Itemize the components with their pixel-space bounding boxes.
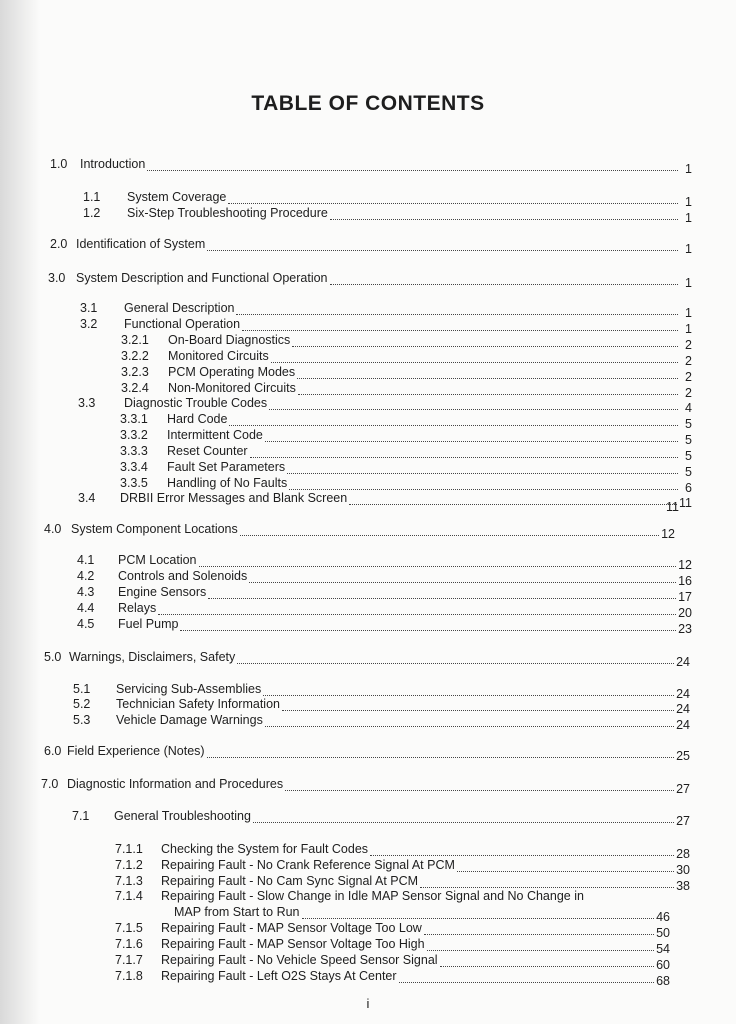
toc-section-number: 4.4 xyxy=(77,601,95,615)
toc-section-title: Field Experience (Notes) xyxy=(67,744,205,758)
toc-section-title: Repairing Fault - No Vehicle Speed Sensor Signal xyxy=(161,953,438,967)
toc-page-number: 5 xyxy=(685,449,692,463)
toc-section-number: 5.0 xyxy=(44,650,62,664)
toc-section-title: Reset Counter xyxy=(167,444,248,458)
toc-section-title: Intermittent Code xyxy=(167,428,263,442)
toc-leader-dots xyxy=(228,192,678,204)
toc-leader-dots xyxy=(158,603,676,615)
toc-leader-dots xyxy=(298,383,678,395)
toc-page-number: 12 xyxy=(661,527,675,541)
toc-leader-dots xyxy=(207,239,678,251)
toc-section-number: 3.1 xyxy=(80,301,98,315)
toc-section-number: 4.0 xyxy=(44,522,62,536)
toc-leader-dots xyxy=(236,303,678,315)
toc-section-number: 3.3.3 xyxy=(120,444,148,458)
toc-section-number: 5.3 xyxy=(73,713,91,727)
toc-page-number: 6 xyxy=(685,481,692,495)
toc-entry[interactable] xyxy=(121,349,692,368)
toc-page-number: 5 xyxy=(685,417,692,431)
toc-section-title: System Component Locations xyxy=(71,522,238,536)
toc-entry[interactable] xyxy=(121,381,692,400)
toc-section-title: Handling of No Faults xyxy=(167,476,288,490)
toc-entry[interactable] xyxy=(121,365,692,384)
toc-section-number: 3.3.2 xyxy=(120,428,148,442)
toc-page-number: 11 xyxy=(679,496,692,510)
toc-section-number: 5.2 xyxy=(73,697,91,711)
toc-entry[interactable] xyxy=(77,601,692,620)
toc-leader-dots xyxy=(302,907,655,919)
toc-section-title: System Description and Functional Operation xyxy=(76,271,328,285)
toc-leader-dots xyxy=(349,493,677,505)
toc-entry[interactable] xyxy=(44,744,690,763)
toc-section-number: 4.2 xyxy=(77,569,95,583)
toc-page-number: 24 xyxy=(676,718,690,732)
toc-section-title: System Coverage xyxy=(127,190,227,204)
toc-section-title: On-Board Diagnostics xyxy=(168,333,291,347)
toc-page-number: 11 xyxy=(666,500,679,514)
toc-section-number: 4.3 xyxy=(77,585,95,599)
toc-page-number: 30 xyxy=(676,863,690,877)
toc-leader-dots xyxy=(330,208,678,220)
toc-page-number: 46 xyxy=(656,910,670,924)
toc-leader-dots xyxy=(180,619,676,631)
toc-leader-dots xyxy=(427,939,655,951)
toc-section-title: Engine Sensors xyxy=(118,585,207,599)
toc-page-number: 17 xyxy=(678,590,692,604)
toc-page-number: 16 xyxy=(678,574,692,588)
toc-leader-dots xyxy=(208,587,676,599)
toc-entry[interactable] xyxy=(115,969,670,988)
toc-leader-dots xyxy=(263,684,674,696)
toc-entry[interactable] xyxy=(77,553,692,572)
toc-section-number: 1.0 xyxy=(50,157,68,171)
toc-entry[interactable] xyxy=(121,333,692,352)
toc-section-number: 7.1.5 xyxy=(115,921,143,935)
toc-entry[interactable] xyxy=(50,237,692,256)
toc-leader-dots xyxy=(265,715,674,727)
toc-section-number: 3.2.1 xyxy=(121,333,149,347)
toc-section-title: Repairing Fault - No Crank Reference Signal At PCM xyxy=(161,858,455,872)
toc-page-number: 1 xyxy=(685,195,692,209)
toc-page-number: 50 xyxy=(656,926,670,940)
toc-entry[interactable] xyxy=(41,777,690,796)
toc-entry[interactable] xyxy=(115,937,670,956)
toc-leader-dots xyxy=(292,335,678,347)
toc-section-title: Repairing Fault - No Cam Sync Signal At PCM xyxy=(161,874,419,888)
toc-entry[interactable] xyxy=(115,858,690,877)
toc-leader-dots xyxy=(285,779,674,791)
toc-section-title: Repairing Fault - MAP Sensor Voltage Too High xyxy=(161,937,425,951)
toc-section-number: 7.1.6 xyxy=(115,937,143,951)
toc-leader-dots xyxy=(287,462,678,474)
toc-section-title: Warnings, Disclaimers, Safety xyxy=(69,650,236,664)
toc-leader-dots xyxy=(424,923,654,935)
toc-leader-dots xyxy=(289,478,678,490)
toc-section-number: 3.3 xyxy=(78,396,96,410)
toc-section-title: MAP from Start to Run xyxy=(174,905,300,919)
toc-section-title: Diagnostic Information and Procedures xyxy=(67,777,284,791)
toc-entry[interactable] xyxy=(115,842,690,861)
toc-section-title: Technician Safety Information xyxy=(116,697,280,711)
toc-page-number: 1 xyxy=(685,162,692,176)
toc-page-number: 24 xyxy=(676,655,690,669)
page-number-footer: i xyxy=(366,996,370,1011)
toc-entry[interactable] xyxy=(115,874,690,893)
toc-section-title: Non-Monitored Circuits xyxy=(168,381,296,395)
toc-section-number: 7.1.8 xyxy=(115,969,143,983)
toc-section-number: 1.2 xyxy=(83,206,101,220)
toc-entry[interactable] xyxy=(77,569,692,588)
toc-leader-dots xyxy=(240,524,659,536)
toc-section-title: Fuel Pump xyxy=(118,617,179,631)
toc-section-number: 3.2 xyxy=(80,317,98,331)
toc-page-number: 2 xyxy=(685,370,692,384)
toc-page-number: 25 xyxy=(676,749,690,763)
toc-section-title: Identification of System xyxy=(76,237,206,251)
toc-section-number: 7.1.2 xyxy=(115,858,143,872)
toc-entry[interactable] xyxy=(78,396,692,415)
toc-leader-dots xyxy=(147,159,678,171)
toc-entry[interactable] xyxy=(115,905,670,924)
toc-entry[interactable] xyxy=(115,921,670,940)
toc-leader-dots xyxy=(207,746,675,758)
toc-entry[interactable] xyxy=(83,190,692,209)
toc-section-number: 4.5 xyxy=(77,617,95,631)
toc-entry[interactable] xyxy=(77,617,692,636)
toc-page-number: 60 xyxy=(656,958,670,972)
toc-page-number: 2 xyxy=(685,338,692,352)
toc-page-number: 2 xyxy=(685,354,692,368)
toc-leader-dots xyxy=(271,351,678,363)
toc-page-number: 5 xyxy=(685,465,692,479)
toc-section-number: 3.3.5 xyxy=(120,476,148,490)
toc-section-title: Controls and Solenoids xyxy=(118,569,248,583)
toc-entry[interactable] xyxy=(44,650,690,669)
toc-leader-dots xyxy=(253,811,674,823)
toc-page-number: 1 xyxy=(685,322,692,336)
toc-leader-dots xyxy=(242,319,678,331)
toc-section-title: Introduction xyxy=(80,157,146,171)
toc-section-number: 7.1.4 xyxy=(115,889,143,903)
toc-leader-dots xyxy=(250,446,678,458)
toc-leader-dots xyxy=(297,367,678,379)
toc-section-title: PCM Operating Modes xyxy=(168,365,296,379)
toc-entry-first-line xyxy=(115,889,584,904)
toc-page-number: 23 xyxy=(678,622,692,636)
toc-section-title: Repairing Fault - Left O2S Stays At Center xyxy=(161,969,397,983)
toc-page-number: 28 xyxy=(676,847,690,861)
toc-entry[interactable] xyxy=(80,301,692,320)
toc-entry[interactable] xyxy=(120,476,692,495)
toc-leader-dots xyxy=(330,273,678,285)
toc-leader-dots xyxy=(229,414,678,426)
toc-section-title: General Description xyxy=(124,301,235,315)
toc-section-number: 1.1 xyxy=(83,190,101,204)
toc-entry[interactable] xyxy=(83,206,692,225)
toc-leader-dots xyxy=(282,699,674,711)
toc-section-number: 3.2.2 xyxy=(121,349,149,363)
toc-entry[interactable] xyxy=(77,585,692,604)
toc-section-number: 3.4 xyxy=(78,491,96,505)
toc-page-number: 27 xyxy=(676,814,690,828)
page-title: TABLE OF CONTENTS xyxy=(251,92,485,115)
toc-page-number: 1 xyxy=(685,306,692,320)
toc-page-number: 2 xyxy=(685,386,692,400)
toc-section-title: Functional Operation xyxy=(124,317,241,331)
toc-section-title: Monitored Circuits xyxy=(168,349,269,363)
toc-entry[interactable] xyxy=(73,713,690,732)
toc-section-title: PCM Location xyxy=(118,553,197,567)
toc-section-number: 6.0 xyxy=(44,744,62,758)
toc-section-number: 2.0 xyxy=(50,237,68,251)
toc-section-title: Relays xyxy=(118,601,157,615)
toc-page-number: 1 xyxy=(685,211,692,225)
toc-section-number: 7.1 xyxy=(72,809,90,823)
toc-section-number: 4.1 xyxy=(77,553,95,567)
toc-leader-dots xyxy=(399,971,655,983)
toc-page-number: 1 xyxy=(685,242,692,256)
toc-page-number: 12 xyxy=(678,558,692,572)
toc-entry[interactable] xyxy=(48,271,692,290)
toc-section-number: 7.1.3 xyxy=(115,874,143,888)
toc-leader-dots xyxy=(265,430,678,442)
toc-section-number: 3.2.4 xyxy=(121,381,149,395)
toc-page-number: 54 xyxy=(656,942,670,956)
toc-entry[interactable] xyxy=(115,953,670,972)
toc-entry[interactable] xyxy=(120,428,692,447)
toc-section-title: Servicing Sub-Assemblies xyxy=(116,682,262,696)
toc-page-number: 38 xyxy=(676,879,690,893)
toc-leader-dots xyxy=(249,571,676,583)
toc-section-number: 5.1 xyxy=(73,682,91,696)
toc-section-title: Six-Step Troubleshooting Procedure xyxy=(127,206,328,220)
toc-leader-dots xyxy=(370,844,674,856)
toc-page-number: 5 xyxy=(685,433,692,447)
toc-leader-dots xyxy=(199,555,677,567)
toc-entry[interactable] xyxy=(120,412,692,431)
toc-page-number: 20 xyxy=(678,606,692,620)
toc-page-number: 24 xyxy=(676,702,690,716)
toc-section-title: Fault Set Parameters xyxy=(167,460,286,474)
toc-section-title: Repairing Fault - Slow Change in Idle MAP Sensor Signal and No Change in xyxy=(161,889,584,903)
toc-leader-dots xyxy=(237,652,674,664)
toc-entry[interactable] xyxy=(80,317,692,336)
toc-section-number: 3.2.3 xyxy=(121,365,149,379)
toc-section-number: 3.3.4 xyxy=(120,460,148,474)
toc-section-title: Checking the System for Fault Codes xyxy=(161,842,369,856)
toc-entry[interactable] xyxy=(78,491,692,510)
toc-entry[interactable] xyxy=(73,697,690,716)
toc-section-number: 7.0 xyxy=(41,777,59,791)
toc-section-title: DRBII Error Messages and Blank Screen xyxy=(120,491,348,505)
toc-section-title: Vehicle Damage Warnings xyxy=(116,713,263,727)
toc-section-number: 3.0 xyxy=(48,271,66,285)
toc-page-number: 1 xyxy=(685,276,692,290)
toc-section-title: General Troubleshooting xyxy=(114,809,251,823)
toc-page-number: 24 xyxy=(676,687,690,701)
toc-entry[interactable] xyxy=(50,157,692,176)
toc-leader-dots xyxy=(457,860,674,872)
toc-entry[interactable] xyxy=(44,522,675,541)
toc-section-title: Hard Code xyxy=(167,412,228,426)
toc-section-title: Repairing Fault - MAP Sensor Voltage Too Low xyxy=(161,921,422,935)
toc-entry[interactable] xyxy=(72,809,690,828)
toc-page-number: 27 xyxy=(676,782,690,796)
toc-entry[interactable] xyxy=(120,444,692,463)
toc-leader-dots xyxy=(440,955,655,967)
toc-leader-dots xyxy=(269,398,678,410)
toc-entry[interactable] xyxy=(73,682,690,701)
toc-page-number: 68 xyxy=(656,974,670,988)
toc-leader-dots xyxy=(420,876,674,888)
toc-section-title: Diagnostic Trouble Codes xyxy=(124,396,268,410)
toc-section-number: 7.1.1 xyxy=(115,842,143,856)
toc-section-number: 7.1.7 xyxy=(115,953,143,967)
toc-page-number: 4 xyxy=(685,401,692,415)
toc-section-number: 3.3.1 xyxy=(120,412,148,426)
toc-entry[interactable] xyxy=(120,460,692,479)
